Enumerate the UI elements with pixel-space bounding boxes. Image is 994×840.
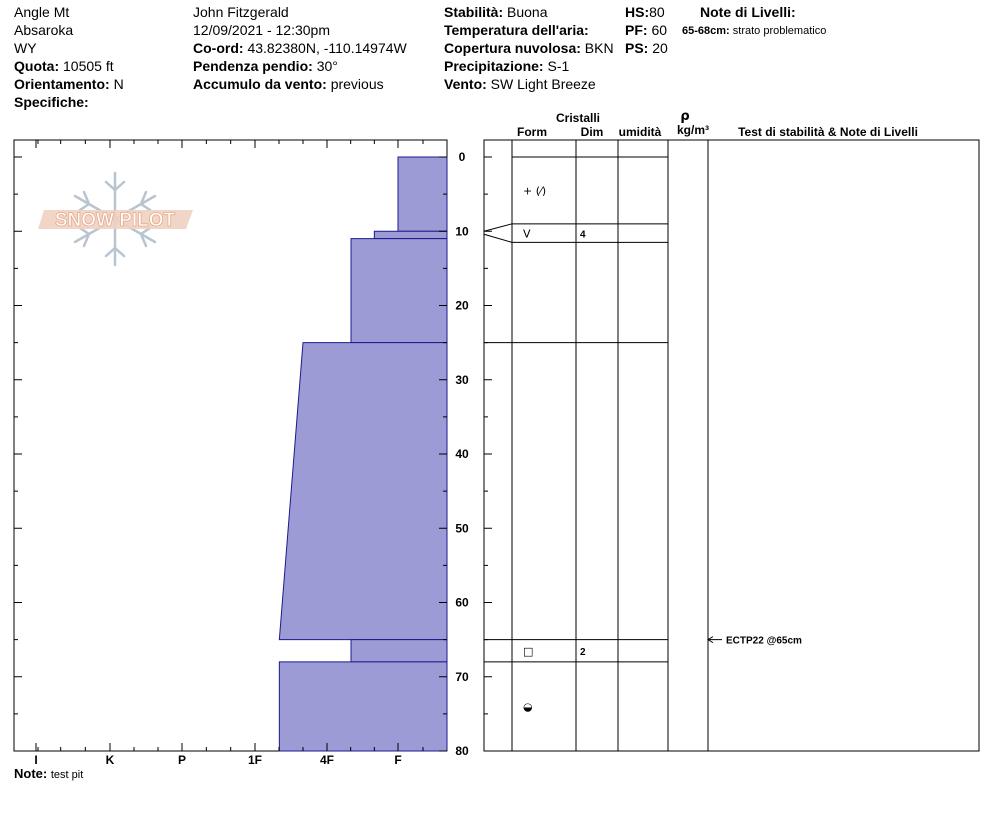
hardness-label-P: P [177,753,187,767]
wind-loading-value: previous [330,76,384,92]
specifics-label: Specifiche: [14,94,89,110]
snow-pilot-logo [38,173,193,265]
hs-value: 80 [649,4,665,20]
range: Absaroka [14,22,74,38]
hs-label: HS: [625,4,650,20]
observer: John Fitzgerald [193,4,289,20]
col-form: Form [517,125,547,139]
wind-label: Vento: [444,76,487,92]
hardness-label-K: K [105,753,115,767]
col-density-symbol: ρ [680,109,690,124]
hardness-layer-1 [374,231,447,238]
logo-text: SNOW PILOT [54,210,176,231]
slope-label: Pendenza pendio: [193,58,313,74]
hardness-layer-0 [398,157,447,231]
table-frame [484,140,979,751]
stability-label: Stabilità: [444,4,504,20]
elevation-value: 10505 ft [63,58,114,74]
datetime: 12/09/2021 - 12:30pm [193,22,330,38]
ps-label: PS: [625,40,649,56]
layer-form-4: □ [523,644,534,658]
depth-label-40: 40 [455,447,469,461]
footer-note [14,765,83,784]
col-moisture: umidità [618,125,662,139]
state: WY [14,40,37,56]
pf-value: 60 [651,22,668,38]
layer-form-1: V [523,227,531,241]
precip-value: S-1 [547,58,570,74]
layer-dim-1: 4 [580,229,586,241]
precip-label: Precipitazione: [444,58,544,74]
note-label: Note: [14,766,48,781]
layer-dim-4: 2 [580,646,586,658]
col-crystals: Cristalli [555,111,601,125]
note-value: test pit [50,769,84,781]
ps-value: 20 [652,40,668,56]
depth-label-60: 60 [455,595,469,610]
depth-axis [455,150,469,758]
depth-label-20: 20 [455,298,469,313]
col-dim: Dim [580,125,604,139]
pf-label: PF: [625,22,648,38]
cloud-label: Copertura nuvolosa: [444,40,581,56]
elevation-label: Quota: [14,58,60,74]
stability-value: Buona [507,4,548,20]
col-tests: Test di stabilità & Note di Livelli [738,125,918,139]
coord-value: 43.82380N, -110.14974W [247,40,407,56]
depth-label-70: 70 [455,669,469,684]
layers-table [484,140,979,751]
slope-value: 30° [316,58,338,74]
aspect-label: Orientamento: [14,76,110,92]
depth-label-30: 30 [455,372,469,387]
layer-form-0: + (⁄) [523,184,547,198]
cloud-value: BKN [584,40,614,56]
wind-value: SW Light Breeze [490,76,596,92]
layer-note-depth: 65-68cm: [682,25,730,37]
hardness-layer-5 [279,662,447,751]
hardness-panel [14,140,447,767]
coord-label: Co-ord: [193,40,244,56]
hardness-label-4F: 4F [319,753,335,767]
connector-line [484,224,512,231]
air-temp-label: Temperatura dell'aria: [444,22,589,38]
layer-note-text: strato problematico [732,25,827,37]
connector-line [484,234,512,242]
hardness-layer-3 [279,343,447,640]
hardness-label-F: F [394,753,402,767]
layer-notes-title-text: Note di Livelli: [700,4,796,20]
hardness-label-1F: 1F [247,753,263,767]
hardness-layer-4 [351,640,447,662]
depth-label-80: 80 [455,744,469,758]
test-label-0: ECTP22 @65cm [726,635,802,647]
depth-label-10: 10 [455,224,469,239]
location: Angle Mt [14,4,70,20]
depth-label-50: 50 [455,521,469,536]
aspect-value: N [113,76,124,92]
col-density-unit: kg/m³ [676,123,710,137]
depth-label-0: 0 [458,150,466,164]
layer-form-5: ◒ [523,700,533,714]
hardness-layer-2 [351,239,447,343]
wind-loading-label: Accumulo da vento: [193,76,327,92]
hardness-label-I: I [34,753,38,767]
